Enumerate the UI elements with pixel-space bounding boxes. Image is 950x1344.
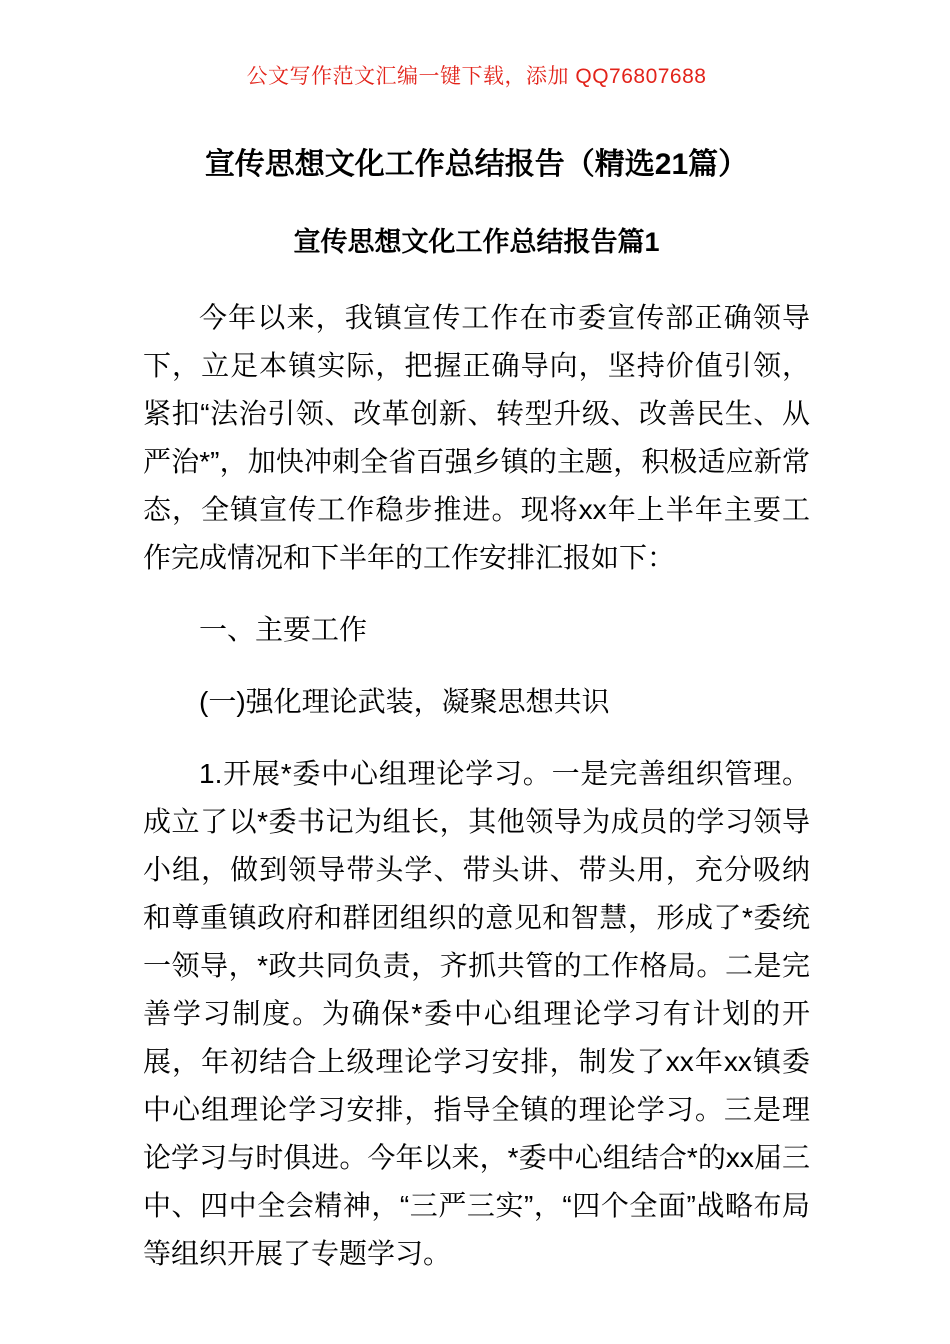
paragraph-theory-study: 1.开展*委中心组理论学习。一是完善组织管理。成立了以*委书记为组长，其他领导为成员的学习领导小组，做到领导带头学、带头讲、带头用，充分吸纳和尊重镇政府和群团组织的意见和智慧，形成了*委统一领导，*政共同负责，齐抓共管的工作格局。二是完善学习制度。为确保*委中心组理论学习有计划的开展，年初结合上级理论学习安排，制发了xx年xx镇委中心组理论学习安排，指导全镇的理论学习。三是理论学习与时俱进。今年以来，*委中心组结合*的xx届三中、四中全会精神，“三严三实”，“四个全面”战略布局等组织开展了专题学习。 (143, 758, 810, 1269)
document-body (143, 294, 810, 1278)
paragraph-intro: 今年以来，我镇宣传工作在市委宣传部正确领导下，立足本镇实际，把握正确导向，坚持价值引领，紧扣“法治引领、改革创新、转型升级、改善民生、从严治*”，加快冲刺全省百强乡镇的主题，积极适应新常态，全镇宣传工作稳步推进。现将xx年上半年主要工作完成情况和下半年的工作安排汇报如下： (143, 302, 810, 573)
subsection-heading-theory: (一)强化理论武装，凝聚思想共识 (199, 686, 610, 717)
section-heading-main-work: 一、主要工作 (199, 614, 368, 645)
header-promo-notice: 公文写作范文汇编一键下载，添加 QQ76807688 (246, 65, 707, 88)
document-subtitle: 宣传思想文化工作总结报告篇1 (293, 227, 660, 257)
document-title: 宣传思想文化工作总结报告（精选21篇） (204, 148, 749, 181)
